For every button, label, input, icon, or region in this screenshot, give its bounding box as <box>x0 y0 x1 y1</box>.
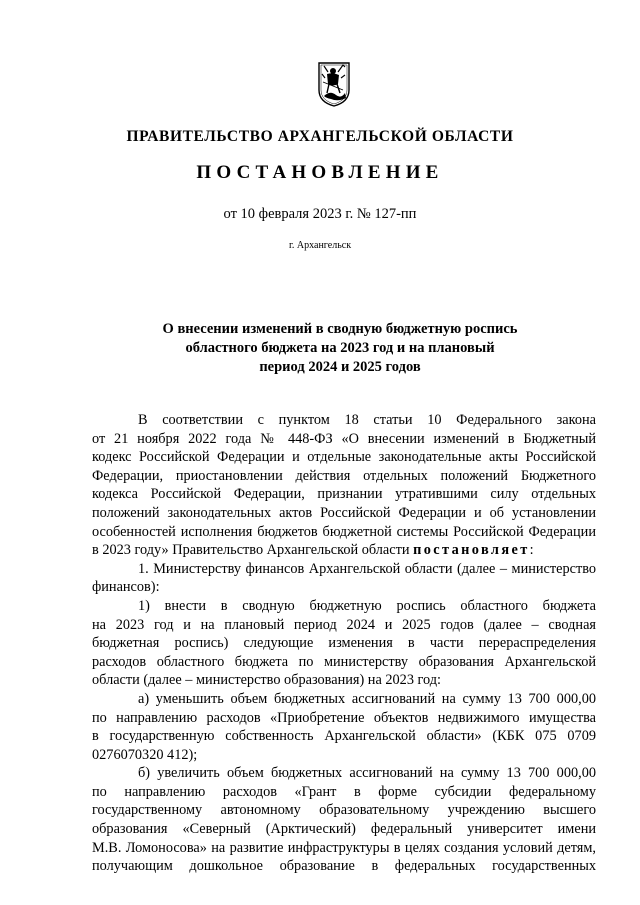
document-kind: ПОСТАНОВЛЕНИЕ <box>196 162 444 183</box>
title-line: О внесении изменений в сводную бюджетную роспись <box>162 321 518 337</box>
body-line: области (далее – министерство образования) на 2023 год: <box>92 672 442 689</box>
body-line: 1) внести в сводную бюджетную роспись областного бюджета <box>138 597 596 614</box>
body-line: а) уменьшить объем бюджетных ассигнований на сумму 13 700 000,00 <box>138 690 596 707</box>
body-line: В соответствии с пунктом 18 статьи 10 Федерального закона <box>138 412 596 428</box>
body-line: образования «Северный (Арктический) федеральный университет имени <box>92 821 596 838</box>
government-name: ПРАВИТЕЛЬСТВО АРХАНГЕЛЬСКОЙ ОБЛАСТИ <box>126 128 514 145</box>
body-line: от 21 ноября 2022 года № 448-ФЗ «О внесении изменений в Бюджетный <box>92 430 596 447</box>
decree-colon: : <box>529 542 534 559</box>
document-date-number: от 10 февраля 2023 г. № 127-пп <box>223 206 417 222</box>
document-city: г. Архангельск <box>288 240 352 251</box>
decree-word: постановляет <box>413 542 530 559</box>
body-line: особенностей исполнения бюджетов бюджетной системы Российской Федерации <box>92 523 596 540</box>
body-line: в 2023 году» Правительство Архангельской области <box>92 542 410 559</box>
coat-of-arms-icon <box>316 60 352 108</box>
body-line: государственному автономному образовательному учреждению высшего <box>92 802 596 819</box>
body-line: бюджетная роспись) следующие изменения в части перераспределения <box>92 635 596 652</box>
body-line: на 2023 год и на плановый период 2024 и 2025 годов (далее – сводная <box>92 616 596 633</box>
body-line: расходов областного бюджета по министерству образования Архангельской <box>92 653 596 670</box>
body-line: кодекса Российской Федерации, признании утратившими силу отдельных <box>92 486 596 503</box>
body-line: Федерации, приостановлении действия отдельных положений Бюджетного <box>92 467 596 484</box>
body-line: по направлению расходов «Грант в форме субсидии федеральному <box>92 783 596 800</box>
document-title <box>120 320 560 377</box>
body-line: получающим дошкольное образование в федеральных государственных <box>92 858 596 875</box>
body-line: кодекс Российской Федерации и отдельные законодательные акты Российской <box>92 449 596 466</box>
body-line: финансов): <box>92 579 160 596</box>
title-line: период 2024 и 2025 годов <box>259 359 421 375</box>
body-line-decree <box>92 541 596 560</box>
body-line: б) увеличить объем бюджетных ассигнований на сумму 13 700 000,00 <box>138 765 596 782</box>
document-body <box>92 411 596 876</box>
body-line: в государственную собственность Архангельской области» (КБК 075 0709 <box>92 728 596 745</box>
body-line: М.В. Ломоносова» на развитие инфраструктуры в целях создания условий детям, <box>92 839 596 856</box>
body-line: положений законодательных актов Российской Федерации и об установлении <box>92 504 596 521</box>
body-line: по направлению расходов «Приобретение объектов недвижимого имущества <box>92 709 596 726</box>
title-line: областного бюджета на 2023 год и на плановый <box>185 340 495 356</box>
body-line: 0276070320 412); <box>92 746 198 763</box>
body-line: 1. Министерству финансов Архангельской области (далее – министерство <box>138 560 596 577</box>
